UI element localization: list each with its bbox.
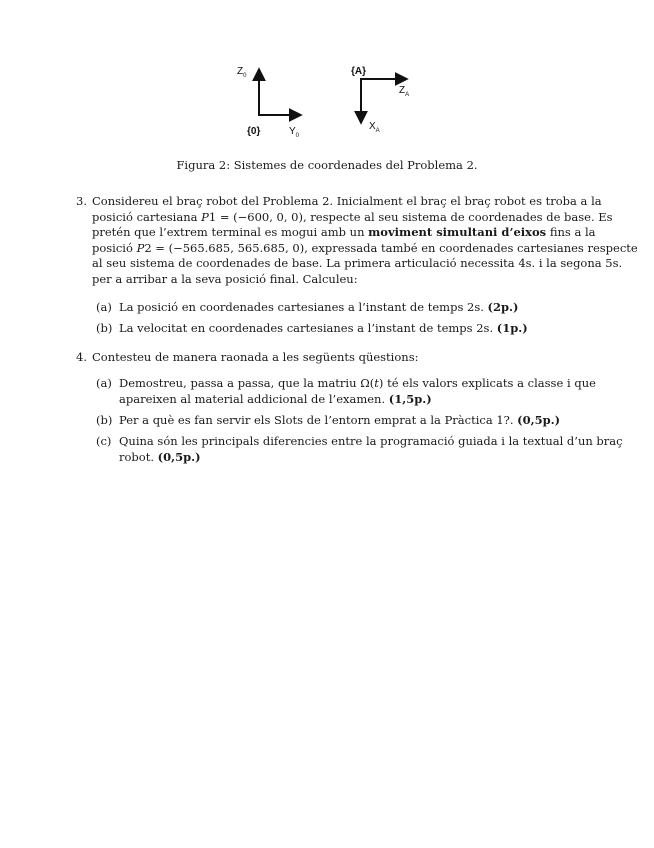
q3-line-2: posició cartesiana P1 = (−600, 0, 0), respecte al seu sistema de coordenades de base. Es	[92, 209, 613, 224]
frame0-z-label: $Z_0$	[237, 66, 247, 79]
question-4a-line-1: Demostreu, passa a passa, que la matriu Ω(t) té els valors explicats a classe i que	[119, 376, 596, 390]
question-4c-line-1: Quina són les principals diferencies entre la programació guiada i la textual d’un braç	[119, 434, 623, 448]
q3-line-1: Considereu el braç robot del Problema 2. Inicialment el braç el braç robot es troba a la	[92, 194, 602, 208]
question-3a-text: La posició en coordenades cartesianes a l’instant de temps 2s. (2p.)	[119, 300, 519, 314]
frame0-origin-label: {0}	[247, 126, 261, 137]
question-4a-line-2: apareixen al material addicional de l’examen. (1,5p.)	[119, 391, 432, 406]
question-4a-label: (a)	[96, 376, 112, 390]
q3-line-5: al seu sistema de coordenades de base. La primera articulació necessita 4s. i la segona 5s.	[92, 256, 623, 270]
question-4-number: 4.	[76, 350, 87, 364]
frameA-origin-label: {A}	[351, 66, 367, 77]
q3-line-3: pretén que l’extrem terminal es mogui amb un moviment simultani d’eixos fins a la	[92, 225, 596, 239]
frame0-y-label: $Y_0$	[289, 126, 300, 139]
coordinate-frames-figure	[225, 58, 425, 143]
question-3-number: 3.	[76, 194, 87, 208]
question-3b-text: La velocitat en coordenades cartesianes a l’instant de temps 2s. (1p.)	[119, 321, 528, 335]
question-3-text	[92, 194, 638, 287]
q3-line-6: per a arribar a la seva posició final. Calculeu:	[92, 271, 358, 286]
frameA-z-label: $Z_A$	[399, 85, 410, 98]
figure-caption: Figura 2: Sistemes de coordenades del Problema 2.	[176, 158, 478, 172]
question-4b-label: (b)	[96, 413, 113, 427]
question-4-intro: Contesteu de manera raonada a les següents qüestions:	[92, 350, 419, 364]
question-4c-label: (c)	[96, 434, 112, 448]
question-4c-line-2: robot. (0,5p.)	[119, 449, 201, 464]
frameA-x-label: $X_A$	[369, 121, 380, 134]
question-3a-label: (a)	[96, 300, 112, 314]
question-4b-text: Per a què es fan servir els Slots de l’entorn emprat a la Pràctica 1?. (0,5p.)	[119, 413, 561, 427]
question-3b-label: (b)	[96, 321, 113, 335]
q3-line-4: posició P2 = (−565.685, 565.685, 0), expressada també en coordenades cartesianes respecte	[92, 240, 638, 255]
